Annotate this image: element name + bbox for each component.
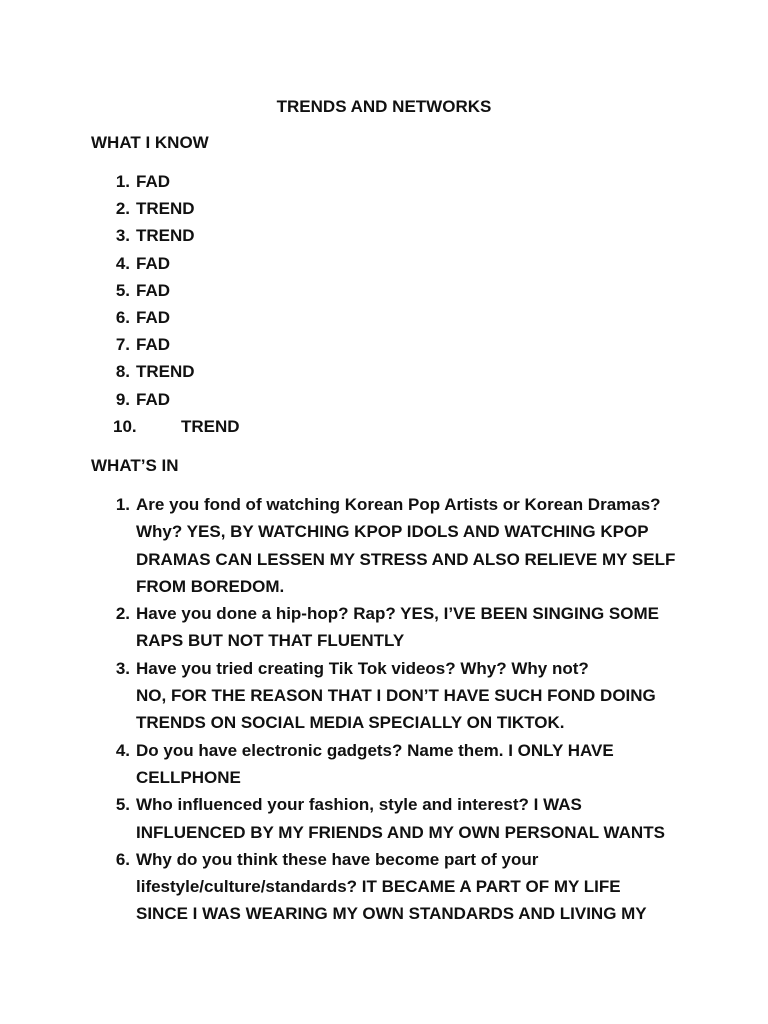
list-item-answer: TREND [181,416,240,436]
list-item-number: 5. [115,280,130,300]
whats-in-heading: WHAT’S IN [91,456,179,475]
question-item [0,491,768,600]
question-text [136,491,696,600]
question-item [0,600,768,655]
list-item [0,253,768,280]
list-item-answer: TREND [136,226,195,246]
list-item [0,389,768,416]
list-item [0,361,768,388]
whats-in-list [0,491,768,928]
list-item [0,307,768,334]
question-text [136,846,696,928]
question-text [136,737,696,792]
question-line: Are you fond of watching Korean Pop Artists or Korean Dramas? [136,495,661,514]
question-number: 5. [115,795,130,815]
question-line: DRAMAS CAN LESSEN MY STRESS AND ALSO RELIEVE MY SELF [136,549,676,569]
list-item-answer: FAD [136,172,170,191]
list-item-answer: TREND [136,199,195,219]
document-title: TRENDS AND NETWORKS [276,97,492,116]
question-line: SINCE I WAS WEARING MY OWN STANDARDS AND LIVING MY [136,904,647,924]
question-line: Do you have electronic gadgets? Name them. I ONLY HAVE [136,740,614,760]
list-item-answer: FAD [136,253,170,273]
list-item-number: 8. [115,362,130,382]
what-i-know-heading: WHAT I KNOW [91,133,209,152]
list-item-answer: FAD [136,307,170,327]
question-line: lifestyle/culture/standards? IT BECAME A PART OF MY LIFE [136,877,621,897]
question-number: 4. [115,740,130,760]
question-line: FROM BOREDOM. [136,576,285,596]
question-item [0,737,768,792]
list-item-number: 2. [115,199,130,219]
list-item-number: 6. [115,307,130,327]
question-item [0,846,768,928]
question-number: 6. [115,849,130,869]
question-number: 1. [115,495,130,514]
question-number: 2. [115,604,130,624]
list-item-number: 7. [115,335,130,355]
question-line: TRENDS ON SOCIAL MEDIA SPECIALLY ON TIKTOK. [136,713,565,733]
question-line: Why do you think these have become part of your [136,849,539,869]
question-line: RAPS BUT NOT THAT FLUENTLY [136,631,405,651]
question-line: Have you done a hip-hop? Rap? YES, I’VE BEEN SINGING SOME [136,604,659,624]
question-text [136,791,696,846]
list-item-answer: FAD [136,335,170,355]
list-item-answer: FAD [136,280,170,300]
list-item [0,225,768,252]
list-item-number: 9. [115,389,130,409]
list-item [0,171,768,198]
question-item [0,655,768,737]
list-item-answer: TREND [136,362,195,382]
list-item-number: 1. [115,172,130,191]
list-item [0,280,768,307]
list-item [0,416,768,443]
list-item-number: 4. [115,253,130,273]
question-item [0,791,768,846]
question-line: Who influenced your fashion, style and interest? I WAS [136,795,582,815]
question-text [136,600,696,655]
question-line: NO, FOR THE REASON THAT I DON’T HAVE SUCH FOND DOING [136,686,656,706]
list-item-number: 10. [113,416,137,436]
list-item-answer: FAD [136,389,170,409]
list-item-number: 3. [115,226,130,246]
question-line: INFLUENCED BY MY FRIENDS AND MY OWN PERSONAL WANTS [136,822,665,842]
list-item [0,198,768,225]
question-line: Why? YES, BY WATCHING KPOP IDOLS AND WATCHING KPOP [136,522,649,542]
question-line: Have you tried creating Tik Tok videos? Why? Why not? [136,658,589,678]
question-number: 3. [115,658,130,678]
list-item [0,334,768,361]
question-text [136,655,696,737]
question-line: CELLPHONE [136,767,241,787]
what-i-know-list [0,171,768,443]
